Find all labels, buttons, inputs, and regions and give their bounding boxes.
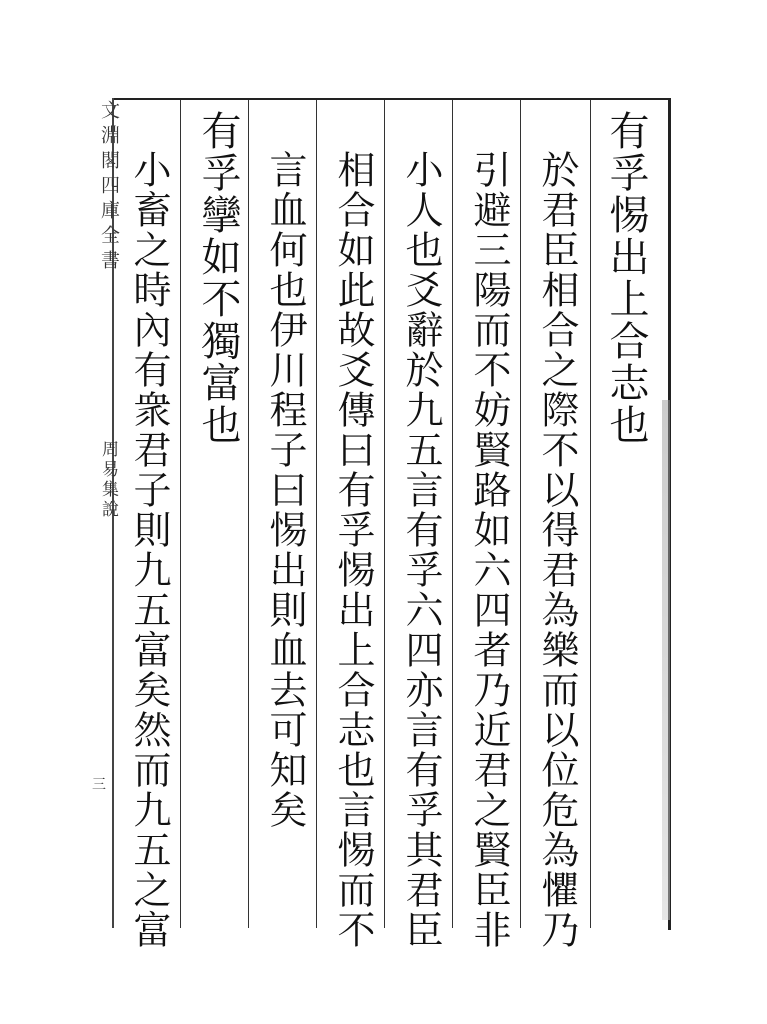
book-title: 周易集說 (98, 440, 118, 520)
column-divider (384, 100, 385, 928)
column-divider (590, 100, 591, 928)
running-title: 文淵閣四庫全書 (98, 100, 120, 275)
text-column-6: 言血何也伊川程子曰惕出則血去可知矣 (263, 150, 307, 830)
column-divider (180, 100, 181, 928)
text-column-3: 引避三陽而不妨賢路如六四者乃近君之賢臣非 (467, 150, 511, 950)
text-column-7: 有孚攣如不獨富也 (195, 110, 241, 446)
column-divider (316, 100, 317, 928)
column-divider (248, 100, 249, 928)
text-column-5: 相合如此故爻傳曰有孚惕出上合志也言惕而不 (331, 150, 375, 950)
text-column-2: 於君臣相合之際不以得君為樂而以位危為懼乃 (535, 150, 579, 950)
text-column-4: 小人也爻辭於九五言有孚六四亦言有孚其君臣 (399, 150, 443, 950)
text-column-8: 小畜之時內有衆君子則九五富矣然而九五之富 (127, 150, 171, 950)
page-number: 三 (92, 777, 106, 793)
column-divider (520, 100, 521, 928)
column-divider (452, 100, 453, 928)
text-column-1: 有孚惕出上合志也 (603, 110, 649, 446)
page-edge-shadow (662, 400, 670, 920)
